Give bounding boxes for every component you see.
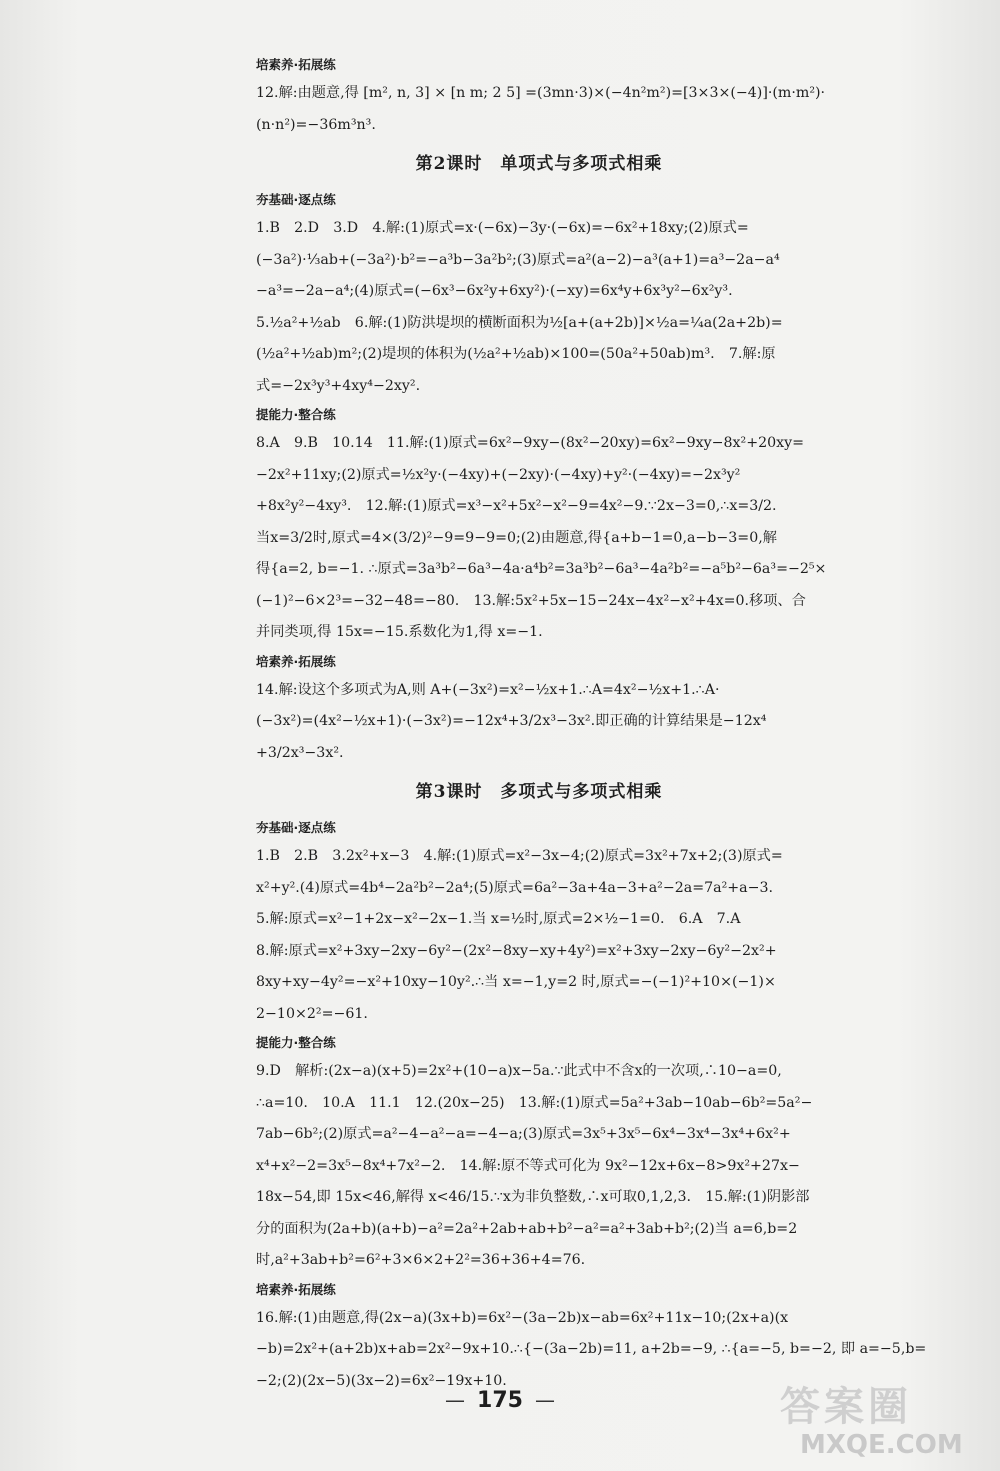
answer-line: −2x²+11xy;(2)原式=½x²y·(−4xy)+(−2xy)·(−4xy)+y²·(−4xy)=−2x³y² — [256, 466, 741, 483]
answer-line: 1.B 2.D 3.D 4.解:(1)原式=x·(−6x)−3y·(−6x)=−6x²+18xy;(2)原式= — [256, 220, 749, 236]
section-heading: 培素养·拓展练 — [256, 653, 336, 669]
answer-line: 5.½a²+½ab 6.解:(1)防洪堤坝的横断面积为½[a+(a+2b)]×½a=¼a(2a+2b)= — [256, 314, 783, 331]
answer-line: +8x²y²−4xy³. 12.解:(1)原式=x³−x²+5x²−x²−9=4x²−9.∵2x−3=0,∴x=3/2. — [256, 498, 777, 514]
answer-line: 8xy+xy−4y²=−x²+10xy−10y².∴当 x=−1,y=2 时,原式=−(−1)²+10×(−1)× — [256, 974, 776, 990]
section-heading: 夯基础·逐点练 — [256, 192, 336, 207]
section-heading: 培素养·拓展练 — [256, 57, 336, 72]
section-heading: 提能力·整合练 — [256, 1035, 336, 1050]
page-number-dash-right: — — [534, 1388, 555, 1412]
page-number-dash-left: — — [445, 1388, 466, 1412]
answer-content — [256, 52, 927, 1397]
answer-line: x⁴+x²−2=3x⁵−8x⁴+7x²−2. 14.解:原不等式可化为 9x²−12x+6x−8>9x²+27x− — [256, 1157, 800, 1174]
answer-line: −2;(2)(2x−5)(3x−2)=6x²−19x+10. — [256, 1372, 507, 1389]
answer-line: −b)=2x²+(a+2b)x+ab=2x²−9x+10.∴{−(3a−2b)=11, a+2b=−9, ∴{a=−5, b=−2, 即 a=−5,b= — [256, 1341, 927, 1357]
answer-line: (½a²+½ab)m²;(2)堤坝的体积为(½a²+½ab)×100=(50a²+50ab)m³. 7.解:原 — [256, 346, 776, 362]
section-heading: 夯基础·逐点练 — [256, 820, 336, 835]
answer-line: 分的面积为(2a+b)(a+b)−a²=2a²+2ab+ab+b²−a²=a²+3ab+b²;(2)当 a=6,b=2 — [256, 1220, 798, 1237]
answer-line: −a³=−2a−a⁴;(4)原式=(−6x³−6x²y+6xy²)·(−xy)=6x⁴y+6x³y²−6x²y³. — [256, 283, 733, 299]
answer-line: +3/2x³−3x². — [256, 744, 344, 761]
lesson-title: 第3课时 多项式与多项式相乘 — [415, 782, 663, 802]
answer-line: 式=−2x³y³+4xy⁴−2xy². — [256, 377, 435, 394]
answer-line: (−3x²)=(4x²−½x+1)·(−3x²)=−12x⁴+3/2x³−3x².即正确的计算结果是−12x⁴ — [256, 713, 767, 729]
answer-line: 16.解:(1)由题意,得(2x−a)(3x+b)=6x²−(3a−2b)x−ab=6x²+11x−10;(2x+a)(x — [256, 1309, 789, 1326]
section-heading: 提能力·整合练 — [256, 407, 336, 422]
answer-line: x²+y².(4)原式=4b⁴−2a²b²−2a⁴;(5)原式=6a²−3a+4a−3+a²−2a=7a²+a−3. — [256, 879, 774, 896]
page-number — [400, 1388, 600, 1413]
answer-line: ∴a=10. 10.A 11.1 12.(20x−25) 13.解:(1)原式=5a²+3ab−10ab−6b²=5a²− — [256, 1094, 813, 1111]
answer-line: 当x=3/2时,原式=4×(3/2)²−9=9−9=0;(2)由题意,得{a+b−1=0,a−b−3=0,解 — [256, 529, 777, 546]
answer-line: 8.解:原式=x²+3xy−2xy−6y²−(2x²−8xy−xy+4y²)=x²+3xy−2xy−6y²−2x²+ — [256, 942, 777, 959]
answer-line: (n·n²)=−36m³n³. — [256, 116, 376, 133]
answer-line: 5.解:原式=x²−1+2x−x²−2x−1.当 x=½时,原式=2×½−1=0. 6.A 7.A — [256, 911, 741, 927]
answer-line: 时,a²+3ab+b²=6²+3×6×2+2²=36+36+4=76. — [256, 1252, 586, 1268]
answer-line: 并同类项,得 15x=−15.系数化为1,得 x=−1. — [256, 624, 543, 640]
answer-line: 7ab−6b²;(2)原式=a²−4−a²−a=−4−a;(3)原式=3x⁵+3x⁵−6x⁴−3x⁴−3x⁴+6x²+ — [256, 1126, 791, 1142]
page-number-value: 175 — [477, 1388, 523, 1413]
answer-line: 1.B 2.B 3.2x²+x−3 4.解:(1)原式=x²−3x−4;(2)原式=3x²+7x+2;(3)原式= — [256, 848, 783, 864]
answer-line: (−1)²−6×2³=−32−48=−80. 13.解:5x²+5x−15−24x−4x²−x²+4x=0.移项、合 — [256, 592, 806, 609]
answer-line: 8.A 9.B 10.14 11.解:(1)原式=6x²−9xy−(8x²−20xy)=6x²−9xy−8x²+20xy= — [256, 435, 805, 451]
answer-line: 9.D 解析:(2x−a)(x+5)=2x²+(10−a)x−5a.∵此式中不含x的一次项,∴10−a=0, — [256, 1063, 782, 1079]
watermark-url: MXQE.COM — [800, 1430, 963, 1460]
watermark-logo: 答案圈 — [780, 1384, 912, 1430]
answer-line: 2−10×2²=−61. — [256, 1005, 368, 1022]
answer-line: 18x−54,即 15x<46,解得 x<46/15.∵x为非负整数,∴x可取0,1,2,3. 15.解:(1)阴影部 — [256, 1189, 810, 1205]
answer-line: (−3a²)·⅓ab+(−3a²)·b²=−a³b−3a²b²;(3)原式=a²(a−2)−a³(a+1)=a³−2a−a⁴ — [256, 251, 780, 268]
lesson-title: 第2课时 单项式与多项式相乘 — [415, 154, 663, 174]
answer-line: 得{a=2, b=−1. ∴原式=3a³b²−6a³−4a·a⁴b²=3a³b²−6a³−4a²b²=−a⁵b²−6a³=−2⁵× — [256, 561, 827, 577]
answer-line: 12.解:由题意,得 [m², n, 3] × [n m; 2 5] =(3mn·3)×(−4n²m²)=[3×3×(−4)]·(m·m²)· — [256, 85, 826, 101]
section-heading: 培素养·拓展练 — [256, 1281, 336, 1297]
answer-line: 14.解:设这个多项式为A,则 A+(−3x²)=x²−½x+1.∴A=4x²−½x+1.∴A· — [256, 681, 720, 698]
